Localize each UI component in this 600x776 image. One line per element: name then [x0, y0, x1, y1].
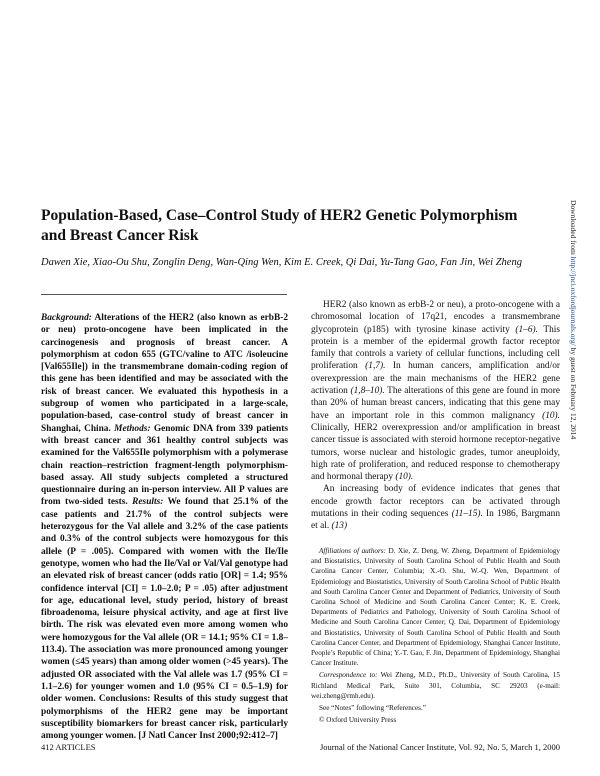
abstract — [41, 312, 288, 742]
article-title: Population-Based, Case–Control Study of HER2 Genetic Polymorphism and Breast Cancer Risk — [41, 207, 518, 244]
citation-link[interactable]: (1–6). — [515, 324, 538, 335]
author-notes — [311, 546, 560, 727]
citation-link[interactable]: (1,8–10). — [350, 386, 385, 397]
body-paragraph-2 — [311, 483, 560, 532]
download-note-link[interactable]: http://jnci.oxfordjournals.org/ — [569, 256, 578, 346]
page-footer-left: 412 ARTICLES — [41, 742, 96, 752]
body-text-run: An increasing body of evidence indicates that genes that encode growth factor receptors can be activated through mutations in their coding sequences — [311, 484, 560, 520]
download-note-prefix: Downloaded from — [569, 200, 578, 257]
body-text-run: In human cancers, amplification and/or overexpression are the main mechanisms of the HER2 gene activation — [311, 361, 560, 397]
copyright-note: © Oxford University Press — [319, 716, 397, 725]
correspondence-text: Wei Zheng, M.D., Ph.D., University of South Carolina, 15 Richland Medical Park, Suite 301, Columbia, SC 29203 (e-mail: wei.zheng@rmh.edu). — [311, 671, 560, 700]
abstract-results-text: We found that 25.1% of the case patients and 21.7% of the control subjects were heterozygous for the Val allele and 3.2% of the case patients and 0.3% of the control subjects were homozygous for this allele (P = .005). Compared with women with the Ile/Ile genotype, women who had the Ile/Val or Val/Val genotype had an elevated risk of breast cancer (odds ratio [OR] = 1.4; 95% confidence interval [CI] = 1.0–2.0; P = .05) after adjustment for age, educational level, study period, history of breast fibroadenoma, leisure physical activity, and age at first live birth. The risk was elevated even more among women who were homozygous for the Val allele (OR = 14.1; 95% CI = 1.8–113.4). The association was more pronounced among younger women (≤45 years) than among older women (>45 years). The adjusted OR associated with the Val allele was 1.7 (95% CI = 1.1–2.6) for younger women and 1.0 (95% CI = 0.5–1.9) for older women. Conclusions: Results of this study suggest that polymorphisms of the HER2 gene may be important susceptibility biomarkers for breast cancer risk, particularly among younger women. [J Natl Cancer Inst 2000;92:412–7] — [41, 497, 288, 742]
see-notes: See “Notes” following “References.” — [319, 704, 426, 713]
abstract-background-label: Background: — [41, 313, 92, 323]
correspondence-note — [311, 670, 560, 701]
body-text-run: In 1986, Bargmann et al. — [311, 509, 561, 532]
body-text-run: HER2 (also known as erbB-2 or neu), a proto-oncogene with a chromosomal location of 17q21, encodes a transmembrane glycoprotein (p185) with tyrosine kinase activity — [311, 300, 560, 335]
body-text-run: Clinically, HER2 overexpression and/or amplification in breast cancer tissue is associated with steroid hormone receptor-negative tumors, worse nuclear and histologic grades, tumor aneuploidy, high rate of proliferation, and reduced response to chemotherapy and hormonal therapy — [311, 422, 560, 483]
abstract-methods-text: Genomic DNA from 339 patients with breast cancer and 361 healthy control subjects was examined for the Val655Ile polymorphism with a polymerase chain reaction–restriction fragment-length polymorphism-based assay. All study subjects completed a structured questionnaire during an in-person interview. All P values are from two-sided tests. — [41, 423, 288, 508]
citation-link[interactable]: (11–15). — [451, 509, 483, 520]
abstract-divider — [41, 294, 287, 295]
download-note-suffix: by guest on February 12, 2014 — [569, 345, 578, 440]
affiliations-label: Affiliations of authors: — [319, 547, 386, 555]
citation-link[interactable]: (1,7). — [365, 361, 386, 372]
citation-link[interactable]: (13) — [331, 521, 348, 532]
affiliations-text: D. Xie, Z. Deng, W. Zheng, Department of Epidemiology and Biostatistics, University of South Carolina School of Public Health and South Carolina Cancer Center, Columbia; X.-O. Shu, W.-Q. Wen, Department of Epidemiology and Biostatistics, University of South Carolina School of Public Health and South Carolina Cancer Center and Department of Pediatrics, University of South Carolina School of Medicine and South Carolina Cancer Center; K. E. Creek, Departments of Pediatrics and Pathology, University of South Carolina School of Medicine and South Carolina Cancer Center; Q. Dai, Department of Epidemiology and Biostatistics, University of South Carolina School of Public Health and South Carolina Cancer Center, and Department of Epidemiology, Shanghai Cancer Institute, People’s Republic of China; Y.-T. Gao, F. Jin, Department of Epidemiology, Shanghai Cancer Institute. — [311, 547, 560, 668]
correspondence-label: Correspondence to: — [319, 671, 378, 680]
author-list: Dawen Xie, Xiao-Ou Shu, Zonglin Deng, Wan-Qing Wen, Kim E. Creek, Qi Dai, Yu-Tang Gao, Fan Jin, Wei Zheng — [41, 257, 522, 268]
abstract-methods-label: Methods: — [110, 423, 151, 434]
abstract-results-label: Results: — [127, 497, 164, 508]
body-paragraph-1 — [311, 299, 560, 483]
download-note — [566, 200, 580, 570]
page-footer-right: Journal of the National Cancer Institute, Vol. 92, No. 5, March 1, 2000 — [319, 742, 560, 752]
body-text-run: This protein is a member of the epidermal growth factor receptor family that controls a variety of cellular functions, including cell proliferation — [311, 324, 560, 372]
citation-link[interactable]: (10). — [395, 472, 414, 483]
affiliations-note — [311, 546, 560, 668]
abstract-background-text: Alterations of the HER2 (also known as erbB-2 or neu) proto-oncogene have been implicated in the carcinogenesis and prognosis of breast cancer. A polymorphism at codon 655 (GTC/valine to ATC /isoleucine [Val655Ile]) in the transmembrane domain-coding region of this gene has been identified and may be associated with the risk of breast cancer. We evaluated this hypothesis in a subgroup of women who participated in a large-scale, population-based, case-control study of breast cancer in Shanghai, China. — [41, 313, 288, 434]
citation-link[interactable]: (10). — [542, 410, 560, 421]
body-text-run: The alterations of this gene are found in more than 20% of human breast cancers, indicating that this gene may have an important role in this common malignancy — [311, 386, 560, 421]
body-text — [311, 299, 560, 533]
